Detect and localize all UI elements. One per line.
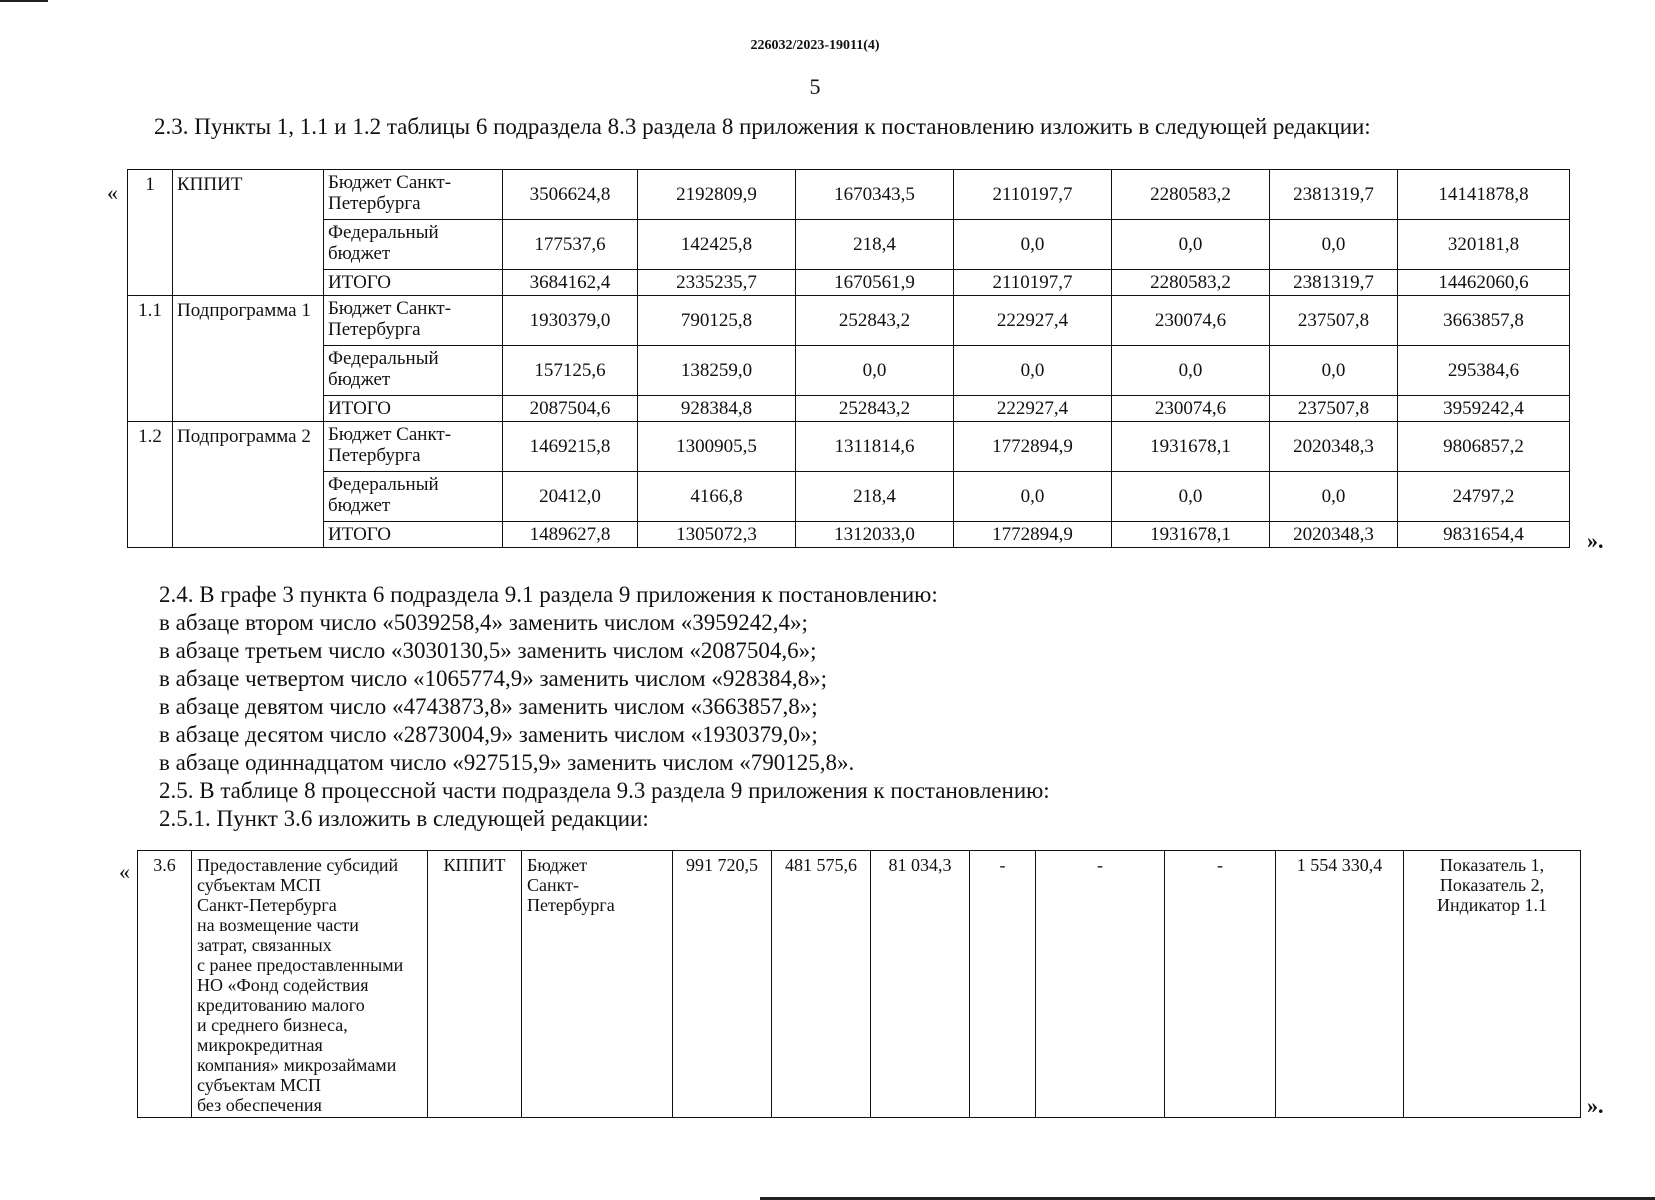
document-id: 226032/2023-19011(4) bbox=[750, 38, 880, 53]
amount-cell: 1311814,6 bbox=[796, 422, 954, 472]
amount-cell: 1772894,9 bbox=[954, 522, 1112, 548]
description-line: микрокредитная bbox=[197, 1035, 323, 1055]
text-line: в абзаце четвертом число «1065774,9» заменить числом «928384,8»; bbox=[159, 666, 827, 691]
amount-cell: 218,4 bbox=[796, 220, 954, 270]
row-name: Подпрограмма 2 bbox=[173, 422, 324, 548]
amount-cell: 3959242,4 bbox=[1398, 396, 1570, 422]
amount-cell: 1772894,9 bbox=[954, 422, 1112, 472]
amount-cell: 14141878,8 bbox=[1398, 170, 1570, 220]
amount-cell: 0,0 bbox=[1270, 220, 1398, 270]
description-line: субъектам МСП bbox=[197, 1075, 322, 1095]
indicator-line: Индикатор 1.1 bbox=[1436, 895, 1548, 915]
item-value: - bbox=[1036, 851, 1165, 1118]
item-value: - bbox=[970, 851, 1036, 1118]
table-quote-close: ». bbox=[1587, 528, 1604, 553]
amount-cell: 2110197,7 bbox=[954, 270, 1112, 296]
amount-cell: 0,0 bbox=[1112, 220, 1270, 270]
table-row bbox=[128, 346, 1570, 396]
row-name: КППИТ bbox=[173, 170, 324, 296]
page-number: 5 bbox=[809, 74, 821, 99]
item-executor: КППИТ bbox=[428, 851, 522, 1118]
amount-cell: 157125,6 bbox=[503, 346, 638, 396]
funding-source: Федеральный бюджет bbox=[324, 346, 503, 396]
item-description bbox=[192, 851, 428, 1118]
table-row bbox=[128, 270, 1570, 296]
amount-cell: 2087504,6 bbox=[503, 396, 638, 422]
amount-cell: 252843,2 bbox=[796, 396, 954, 422]
amount-cell: 790125,8 bbox=[638, 296, 796, 346]
description-line: Предоставление субсидий bbox=[197, 855, 399, 875]
amount-cell: 24797,2 bbox=[1398, 472, 1570, 522]
amount-cell: 3506624,8 bbox=[503, 170, 638, 220]
table-row bbox=[128, 472, 1570, 522]
amount-cell: 218,4 bbox=[796, 472, 954, 522]
row-name: Подпрограмма 1 bbox=[173, 296, 324, 422]
amount-cell: 222927,4 bbox=[954, 396, 1112, 422]
amount-cell: 3663857,8 bbox=[1398, 296, 1570, 346]
table-row bbox=[128, 220, 1570, 270]
amount-cell: 1312033,0 bbox=[796, 522, 954, 548]
amount-cell: 1931678,1 bbox=[1112, 522, 1270, 548]
description-line: и среднего бизнеса, bbox=[197, 1015, 348, 1035]
text-line: 2.5. В таблице 8 процессной части подраздела 9.3 раздела 9 приложения к постановлению: bbox=[159, 778, 1050, 803]
funding-source: Бюджет Санкт-Петербурга bbox=[324, 296, 503, 346]
amount-cell: 3684162,4 bbox=[503, 270, 638, 296]
amount-cell: 0,0 bbox=[1112, 346, 1270, 396]
amount-cell: 0,0 bbox=[954, 346, 1112, 396]
description-line: кредитованию малого bbox=[197, 995, 365, 1015]
description-line: без обеспечения bbox=[197, 1095, 322, 1115]
description-line: на возмещение части bbox=[197, 915, 359, 935]
section-2-3-heading: 2.3. Пункты 1, 1.1 и 1.2 таблицы 6 подраздела 8.3 раздела 8 приложения к постановлению изложить в следующей редакции: bbox=[154, 114, 1371, 139]
funding-source: ИТОГО bbox=[324, 270, 503, 296]
amount-cell: 2335235,7 bbox=[638, 270, 796, 296]
amount-cell: 177537,6 bbox=[503, 220, 638, 270]
amount-cell: 2280583,2 bbox=[1112, 170, 1270, 220]
description-line: компания» микрозаймами bbox=[197, 1055, 397, 1075]
item-indicators bbox=[1404, 851, 1581, 1118]
amount-cell: 4166,8 bbox=[638, 472, 796, 522]
amount-cell: 9806857,2 bbox=[1398, 422, 1570, 472]
text-line: 2.4. В графе 3 пункта 6 подраздела 9.1 раздела 9 приложения к постановлению: bbox=[159, 582, 938, 607]
text-line: в абзаце третьем число «3030130,5» заменить числом «2087504,6»; bbox=[159, 638, 817, 663]
amount-cell: 1670343,5 bbox=[796, 170, 954, 220]
amount-cell: 0,0 bbox=[1270, 346, 1398, 396]
table-row bbox=[128, 522, 1570, 548]
funding-source: Бюджет Санкт-Петербурга bbox=[324, 170, 503, 220]
amount-cell: 2192809,9 bbox=[638, 170, 796, 220]
amount-cell: 222927,4 bbox=[954, 296, 1112, 346]
amount-cell: 1489627,8 bbox=[503, 522, 638, 548]
amount-cell: 230074,6 bbox=[1112, 396, 1270, 422]
amount-cell: 2280583,2 bbox=[1112, 270, 1270, 296]
amount-cell: 0,0 bbox=[1112, 472, 1270, 522]
financing-table bbox=[127, 169, 1570, 548]
amount-cell: 1300905,5 bbox=[638, 422, 796, 472]
table-row bbox=[138, 851, 1581, 1118]
table-row bbox=[128, 396, 1570, 422]
funding-source: ИТОГО bbox=[324, 522, 503, 548]
amount-cell: 14462060,6 bbox=[1398, 270, 1570, 296]
row-code: 1.2 bbox=[128, 422, 173, 548]
table-quote-open: « bbox=[119, 859, 130, 884]
description-line: субъектам МСП bbox=[197, 875, 322, 895]
amount-cell: 9831654,4 bbox=[1398, 522, 1570, 548]
amount-cell: 320181,8 bbox=[1398, 220, 1570, 270]
subsidy-table bbox=[137, 850, 1581, 1118]
funding-source: Федеральный бюджет bbox=[324, 472, 503, 522]
amount-cell: 252843,2 bbox=[796, 296, 954, 346]
amount-cell: 2381319,7 bbox=[1270, 170, 1398, 220]
amount-cell: 237507,8 bbox=[1270, 396, 1398, 422]
table-quote-open: « bbox=[107, 180, 118, 205]
source-line: Петербурга bbox=[527, 895, 615, 915]
indicator-line: Показатель 1, bbox=[1439, 855, 1545, 875]
description-line: с ранее предоставленными bbox=[197, 955, 404, 975]
amount-cell: 0,0 bbox=[954, 472, 1112, 522]
funding-source: ИТОГО bbox=[324, 396, 503, 422]
amount-cell: 0,0 bbox=[954, 220, 1112, 270]
amount-cell: 2381319,7 bbox=[1270, 270, 1398, 296]
funding-source: Бюджет Санкт-Петербурга bbox=[324, 422, 503, 472]
scan-artifact-top bbox=[0, 0, 48, 2]
amount-cell: 928384,8 bbox=[638, 396, 796, 422]
indicator-line: Показатель 2, bbox=[1439, 875, 1545, 895]
source-line: Санкт- bbox=[527, 875, 579, 895]
funding-source: Федеральный бюджет bbox=[324, 220, 503, 270]
text-line: в абзаце одиннадцатом число «927515,9» заменить числом «790125,8». bbox=[159, 750, 855, 775]
amount-cell: 2110197,7 bbox=[954, 170, 1112, 220]
description-line: Санкт-Петербурга bbox=[197, 895, 337, 915]
table-row bbox=[128, 170, 1570, 220]
description-line: НО «Фонд содействия bbox=[197, 975, 369, 995]
table-row bbox=[128, 296, 1570, 346]
amount-cell: 230074,6 bbox=[1112, 296, 1270, 346]
amount-cell: 0,0 bbox=[1270, 472, 1398, 522]
row-code: 1 bbox=[128, 170, 173, 296]
amount-cell: 2020348,3 bbox=[1270, 522, 1398, 548]
item-value: 481 575,6 bbox=[772, 851, 871, 1118]
item-value: - bbox=[1165, 851, 1276, 1118]
text-line: в абзаце десятом число «2873004,9» заменить числом «1930379,0»; bbox=[159, 722, 818, 747]
item-code: 3.6 bbox=[138, 851, 192, 1118]
amount-cell: 142425,8 bbox=[638, 220, 796, 270]
table-quote-close: ». bbox=[1587, 1093, 1604, 1118]
amount-cell: 138259,0 bbox=[638, 346, 796, 396]
amount-cell: 1930379,0 bbox=[503, 296, 638, 346]
item-value: 81 034,3 bbox=[871, 851, 970, 1118]
amount-cell: 1469215,8 bbox=[503, 422, 638, 472]
amount-cell: 2020348,3 bbox=[1270, 422, 1398, 472]
item-total: 1 554 330,4 bbox=[1276, 851, 1404, 1118]
text-line: в абзаце втором число «5039258,4» заменить числом «3959242,4»; bbox=[159, 610, 808, 635]
description-line: затрат, связанных bbox=[197, 935, 332, 955]
amount-cell: 0,0 bbox=[796, 346, 954, 396]
amount-cell: 1931678,1 bbox=[1112, 422, 1270, 472]
row-code: 1.1 bbox=[128, 296, 173, 422]
amount-cell: 20412,0 bbox=[503, 472, 638, 522]
text-line: в абзаце девятом число «4743873,8» заменить числом «3663857,8»; bbox=[159, 694, 818, 719]
source-line: Бюджет bbox=[527, 855, 588, 875]
text-line: 2.5.1. Пункт 3.6 изложить в следующей редакции: bbox=[159, 806, 649, 831]
item-value: 991 720,5 bbox=[673, 851, 772, 1118]
table-row bbox=[128, 422, 1570, 472]
amount-cell: 1305072,3 bbox=[638, 522, 796, 548]
amount-cell: 237507,8 bbox=[1270, 296, 1398, 346]
amount-cell: 295384,6 bbox=[1398, 346, 1570, 396]
amount-cell: 1670561,9 bbox=[796, 270, 954, 296]
item-funding-source bbox=[522, 851, 673, 1118]
